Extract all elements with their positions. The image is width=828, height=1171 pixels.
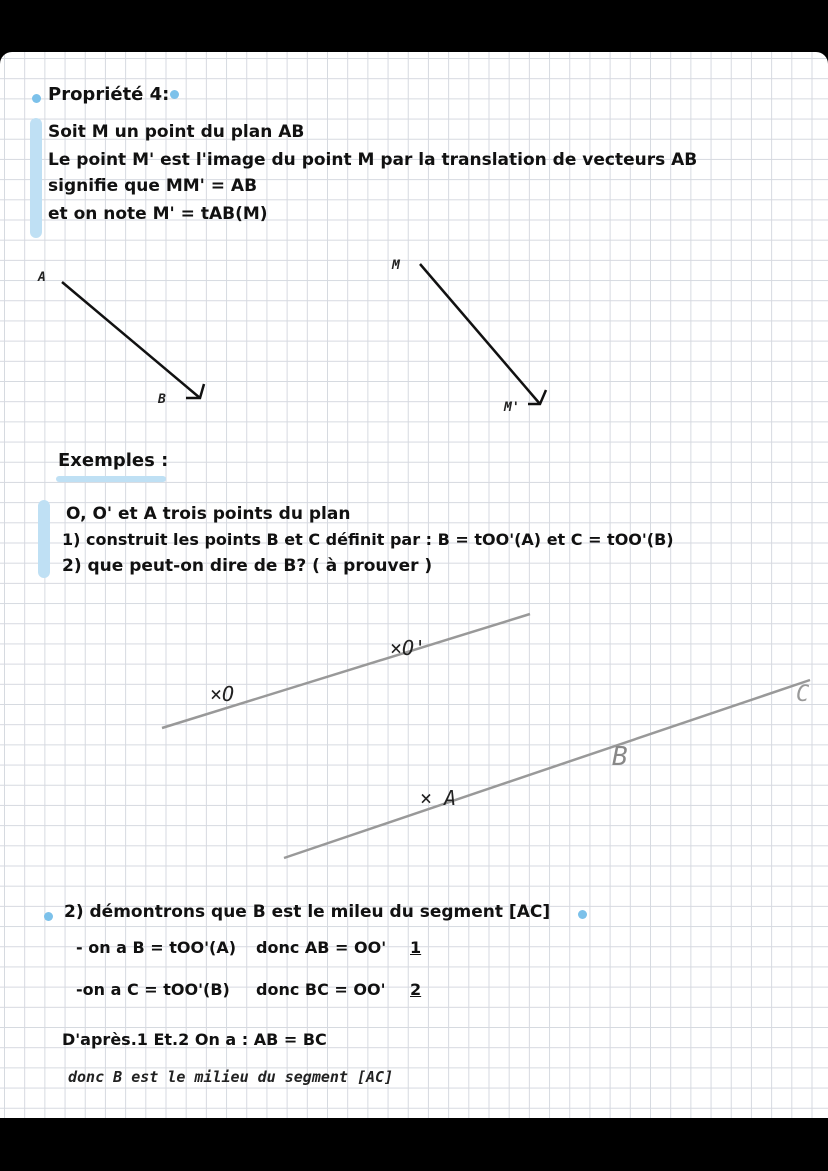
label-o-prime: ×O' bbox=[390, 636, 427, 660]
property-line-2: Le point M' est l'image du point M par la translation de vecteurs AB bbox=[48, 150, 698, 170]
examples-line-2: 1) construit les points B et C définit par : B = tOO'(A) et C = tOO'(B) bbox=[62, 530, 674, 549]
property-title: Propriété 4: bbox=[48, 84, 170, 105]
vector-ab-line bbox=[62, 282, 200, 398]
notebook-page bbox=[0, 52, 828, 1118]
property-line-4: et on note M' = tAB(M) bbox=[48, 204, 268, 224]
figure-vectors bbox=[0, 52, 828, 1118]
property-line-1: Soit M un point du plan AB bbox=[48, 122, 305, 142]
examples-line-3: 2) que peut-on dire de B? ( à prouver ) bbox=[62, 556, 433, 576]
label-fig-c: C bbox=[796, 682, 810, 707]
examples-sidebar bbox=[38, 500, 50, 578]
line-abc bbox=[284, 680, 810, 858]
proof-line-1-left: - on a B = tOO'(A) bbox=[76, 938, 237, 957]
proof-heading: 2) démontrons que B est le mileu du segment [AC] bbox=[64, 902, 551, 922]
examples-title: Exemples : bbox=[58, 450, 169, 471]
label-a: A bbox=[38, 270, 46, 285]
proof-line-1-num: 1 bbox=[410, 938, 422, 957]
vector-ab-arrowhead bbox=[186, 384, 204, 398]
proof-line-1-right: donc AB = OO' bbox=[256, 938, 387, 957]
property-line-3: signifie que MM' = AB bbox=[48, 176, 258, 196]
line-oo-prime bbox=[162, 614, 530, 728]
bullet-dot bbox=[578, 910, 587, 919]
label-fig-a: × A bbox=[420, 786, 457, 810]
label-fig-b: B bbox=[612, 742, 628, 772]
bullet-dot bbox=[44, 912, 53, 921]
vector-mm-line bbox=[420, 264, 540, 404]
proof-line-2-right: donc BC = OO' bbox=[256, 980, 386, 999]
label-m: M bbox=[392, 258, 400, 273]
label-m-prime: M' bbox=[504, 400, 520, 415]
proof-conclusion: D'après.1 Et.2 On a : AB = BC bbox=[62, 1030, 327, 1049]
proof-line-2-left: -on a C = tOO'(B) bbox=[76, 980, 230, 999]
proof-line-2-num: 2 bbox=[410, 980, 422, 999]
label-o: ×O bbox=[210, 682, 235, 706]
examples-underline bbox=[56, 476, 166, 482]
proof-final: donc B est le milieu du segment [AC] bbox=[68, 1068, 394, 1086]
examples-line-1: O, O' et A trois points du plan bbox=[66, 504, 351, 524]
label-b: B bbox=[158, 392, 166, 407]
